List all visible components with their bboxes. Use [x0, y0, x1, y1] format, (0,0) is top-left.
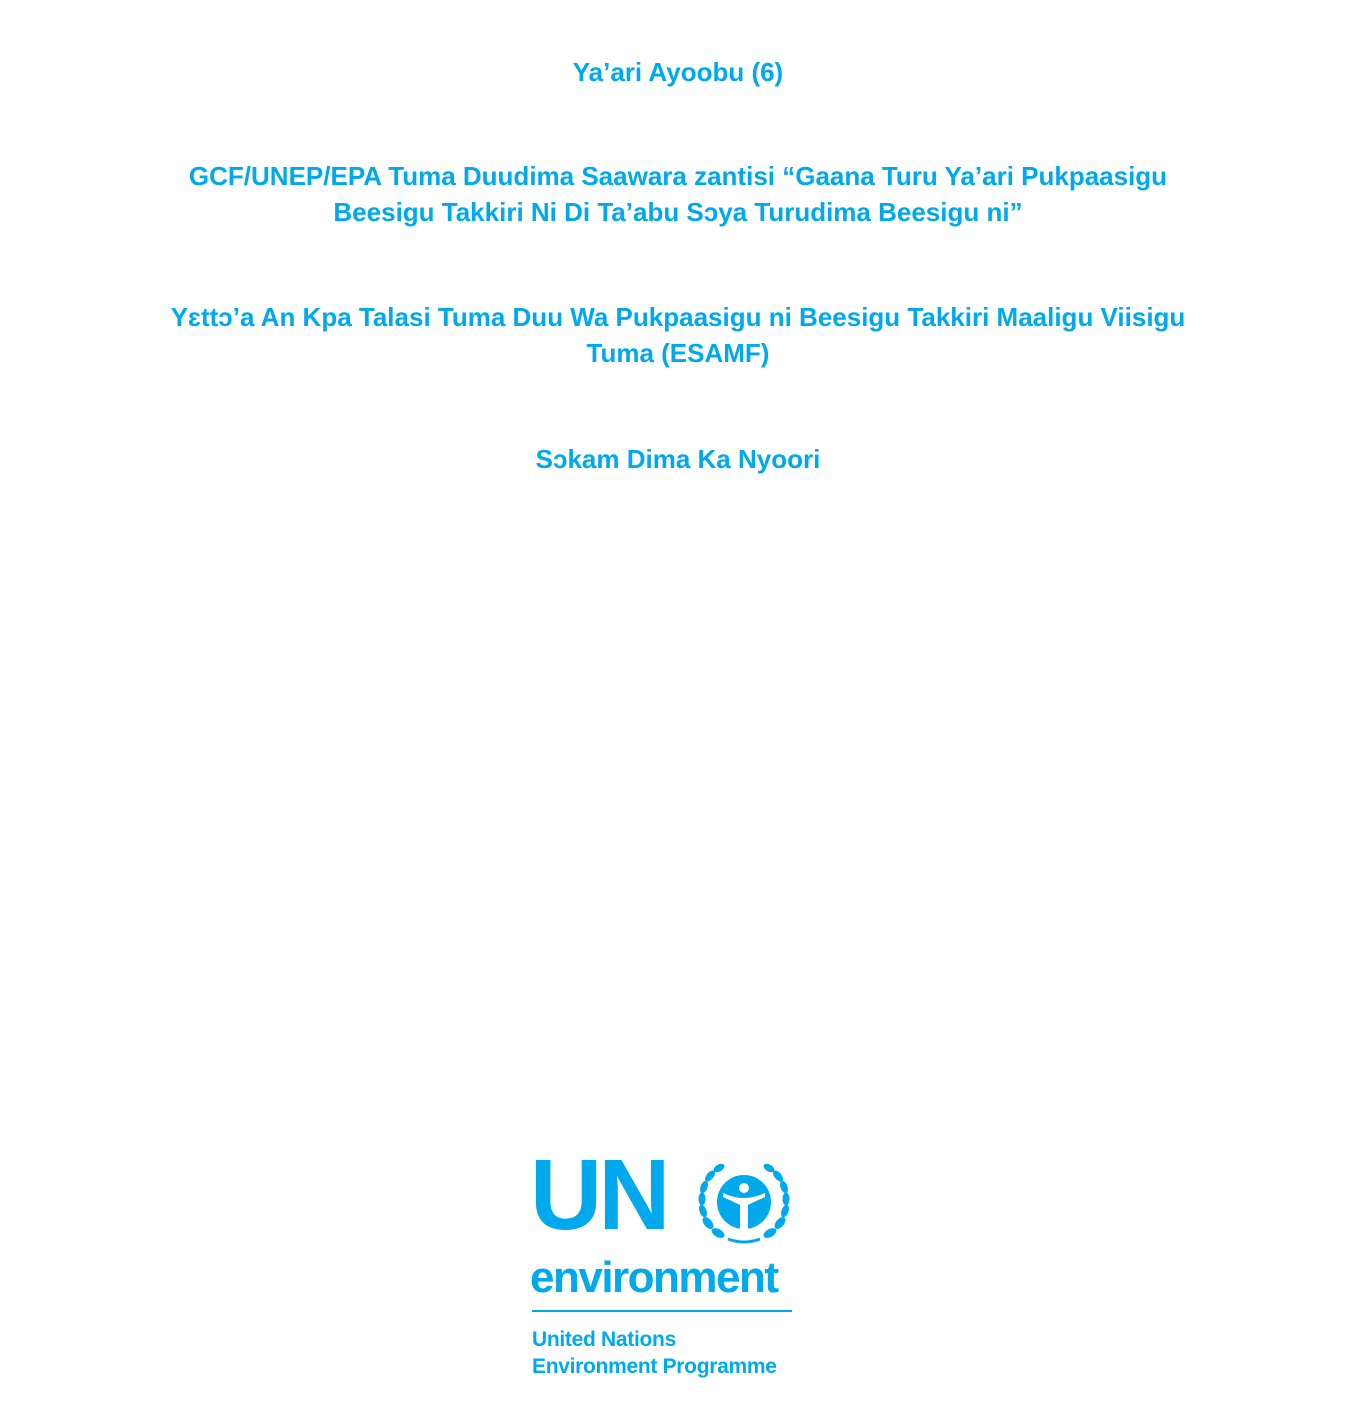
summary-title: Sɔkam Dima Ka Nyoori [535, 444, 821, 474]
project-title: GCF/UNEP/EPA Tuma Duudima Saawara zantisi “Gaana Turu Ya’ari Pukpaasigu Beesigu Takkiri Ni Di Ta’abu Sɔya Turudima Beesigu ni” [188, 161, 1168, 227]
logo-org-line-2: Environment Programme [532, 1355, 777, 1378]
logo-divider [532, 1310, 792, 1312]
un-emblem-icon [694, 1157, 794, 1247]
logo-org-line-1: United Nations [532, 1328, 676, 1351]
logo-un-text: UN [530, 1139, 667, 1251]
logo-environment-text: environment [530, 1253, 778, 1302]
framework-title: Yɛttɔ’a An Kpa Talasi Tuma Duu Wa Pukpaasigu ni Beesigu Takkiri Maaligu Viisigu Tuma (ESAMF) [170, 302, 1186, 368]
chapter-title: Ya’ari Ayoobu (6) [572, 57, 784, 87]
unep-logo [530, 1139, 794, 1385]
